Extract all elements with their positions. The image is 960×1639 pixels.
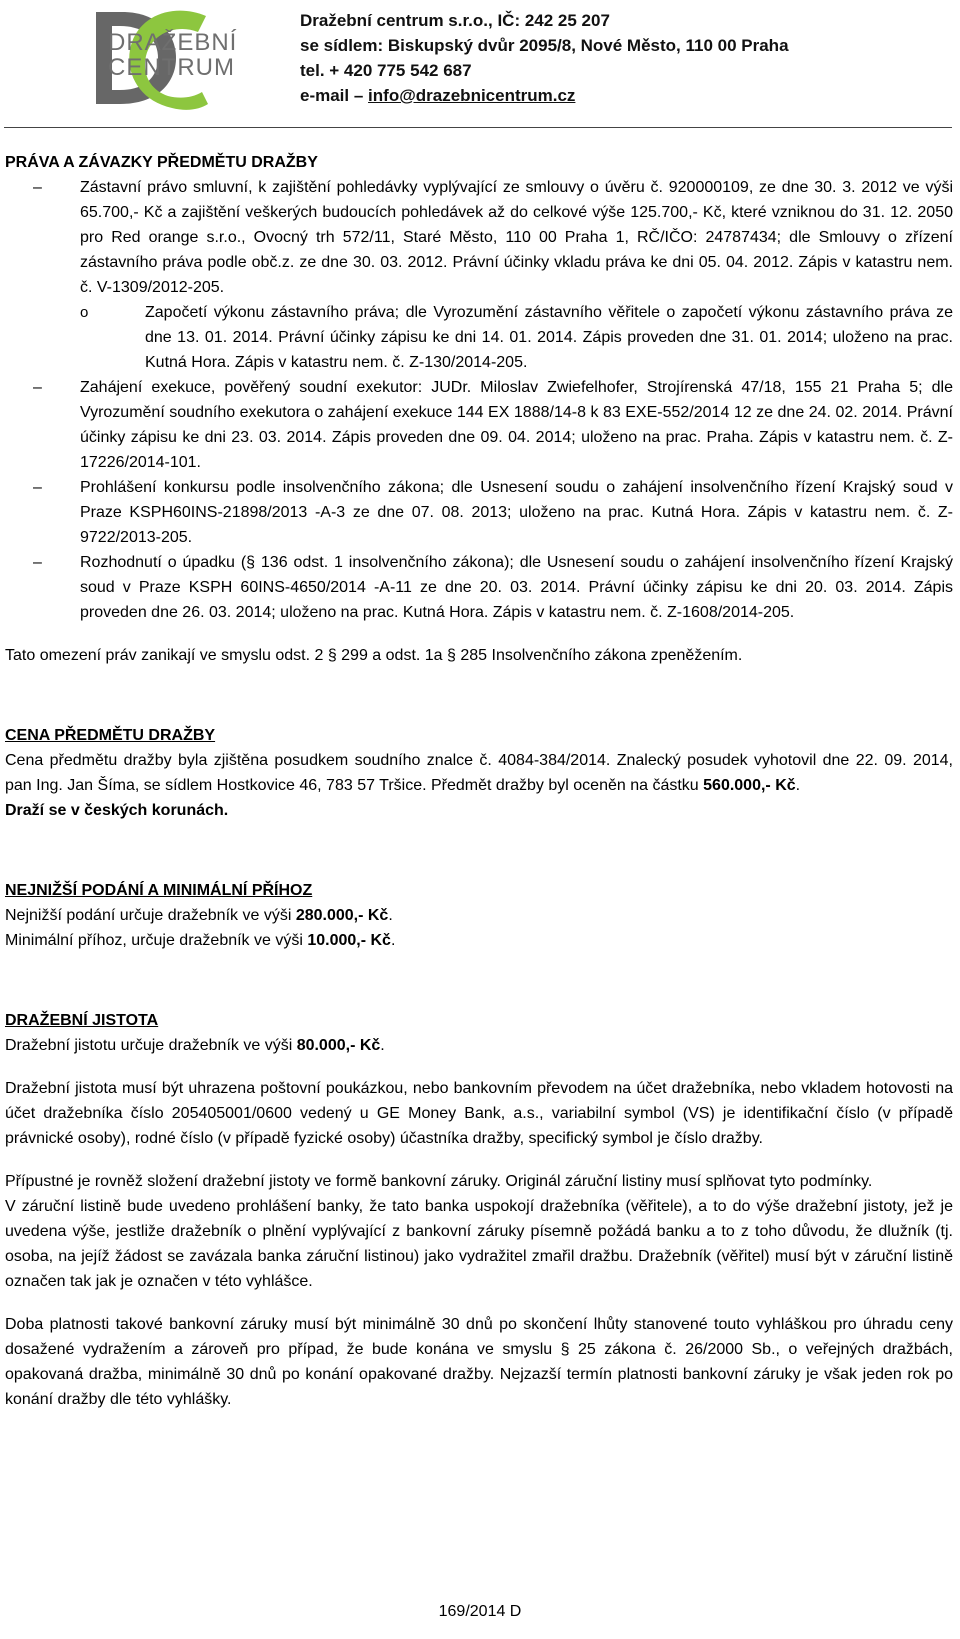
minimum-increment-amount: 10.000,- Kč [307, 932, 391, 949]
minimum-increment-line: Minimální příhoz, určuje dražebník ve výši 10.000,- Kč. [5, 932, 396, 949]
logo-wordmark [108, 30, 237, 80]
rights-list [5, 175, 953, 625]
rights-heading: PRÁVA A ZÁVAZKY PŘEDMĚTU DRAŽBY [5, 154, 318, 171]
price-heading: CENA PŘEDMĚTU DRAŽBY [5, 727, 216, 744]
deposit-paragraph-2a: Přípustné je rovněž složení dražební jistoty ve formě bankovní záruky. Originál záruční listiny musí splňovat tyto podmínky. [5, 1173, 873, 1190]
rights-closing: Tato omezení práv zanikají ve smyslu odst. 2 § 299 a odst. 1a § 285 Insolvenčního zákona zpeněžením. [5, 647, 743, 664]
deposit-paragraph-2b: V záruční listině bude uvedeno prohlášení banky, že tato banka uspokojí dražebníka (věřitele), a to do výše dražební jistoty, jež je uvedena výše, jestliže dražebník o plnění vyplývající z bankovní záruky písemně požádá banku a to z toho důvodu, že dlužník (tj. osoba, na jejíž žádost se zavázala banka záruční listinou) jako vydražitel zmařil dražbu. Dražebník (věřitel) musí být v záruční listině označen tak jak je označen v této vyhlášce. [5, 1198, 953, 1290]
header-divider [4, 127, 952, 128]
list-item: – Prohlášení konkursu podle insolvenčního zákona; dle Usnesení soudu o zahájení insolvenčního řízení Krajský soud v Praze KSPH60INS-21898/2013 -A-3 ze dne 07. 08. 2013; uloženo na prac. Kutná Hora. Zápis v katastru nem. č. Z-9722/2013-205. [5, 475, 953, 550]
page-footer-number: 169/2014 D [438, 1603, 522, 1620]
company-name: Dražební centrum s.r.o. [300, 11, 488, 30]
document-body [5, 150, 953, 1412]
currency-note: Draží se v českých korunách. [5, 802, 229, 819]
document-header [0, 0, 960, 120]
sub-list [80, 300, 953, 375]
deposit-heading: DRAŽEBNÍ JISTOTA [5, 1012, 159, 1029]
dash-bullet: – [33, 479, 42, 496]
company-tel: tel. + 420 775 542 687 [300, 61, 472, 80]
deposit-paragraph-3: Doba platnosti takové bankovní záruky musí být minimálně 30 dnů po skončení lhůty stanovené touto vyhláškou pro úhradu ceny dosažené vydražením a zároveň pro případ, že bude konána ve smyslu § 25 zákona č. 26/2000 Sb., o veřejných dražbách, opakovaná dražba, minimálně 30 dnů po konání opakované dražby. Nejzazší termín platnosti bankovní záruky je však jeden rok po konání dražby dle této vyhlášky. [5, 1316, 953, 1408]
minimum-bid-line: Nejnižší podání určuje dražebník ve výši 280.000,- Kč. [5, 907, 393, 924]
deposit-line: Dražební jistotu určuje dražebník ve výši 80.000,- Kč. [5, 1037, 385, 1054]
company-address: se sídlem: Biskupský dvůr 2095/8, Nové Město, 110 00 Praha [300, 36, 789, 55]
email-link[interactable]: info@drazebnicentrum.cz [368, 86, 576, 105]
list-item: – Rozhodnutí o úpadku (§ 136 odst. 1 insolvenčního zákona); dle Usnesení soudu o zahájení insolvenčního řízení Krajský soud v Praze KSPH 60INS-4650/2014 -A-11 ze dne 20. 03. 2014. Právní účinky zápisu ke dni 20. 03. 2014. Zápis proveden dne 26. 03. 2014; uloženo na prac. Kutná Hora. Zápis v katastru nem. č. Z-1608/2014-205. [5, 550, 953, 625]
email-label: e-mail – [300, 86, 369, 105]
price-text: Cena předmětu dražby byla zjištěna posudkem soudního znalce č. 4084-384/2014. Znalecký posudek vyhotovil dne 22. 09. 2014, pan Ing. Jan Šíma, se sídlem Hostkovice 46, 783 57 Tršice. Předmět dražby byl oceněn na částku 560.000,- Kč. [5, 752, 953, 794]
minimum-bid-amount: 280.000,- Kč [295, 907, 389, 924]
company-info [300, 8, 789, 108]
logo-line-2: CENTRUM [108, 54, 235, 81]
list-item: – Zahájení exekuce, pověřený soudní exekutor: JUDr. Miloslav Zwiefelhofer, Strojírenská 47/18, 155 21 Praha 5; dle Vyrozumění soudního exekutora o zahájení exekuce 144 EX 1888/14-8 k 83 EXE-552/2014 12 ze dne 24. 02. 2014. Právní účinky zápisu ke dni 23. 03. 2014. Zápis proveden dne 09. 04. 2014; uloženo na prac. Praha. Zápis v katastru nem. č. Z-17226/2014-101. [5, 375, 953, 475]
logo-line-1: DRAŽEBNÍ [108, 29, 238, 56]
dash-bullet: – [33, 379, 42, 396]
dash-bullet: – [33, 179, 42, 196]
dash-bullet: – [33, 554, 42, 571]
deposit-amount: 80.000,- Kč [296, 1037, 381, 1054]
price-amount: 560.000,- Kč [703, 777, 796, 794]
circle-bullet: o [80, 304, 89, 321]
list-item: – Zástavní právo smluvní, k zajištění pohledávky vyplývající ze smlouvy o úvěru č. 920000109, ze dne 30. 3. 2012 ve výši 65.700,- Kč a zajištění veškerých budoucích pohledávek až do celkové výše 125.700,- Kč, které vzniknou do 31. 12. 2050 pro Red orange s.r.o., Ovocný trh 572/11, Staré Město, 110 00 Praha 1, RČ/IČO: 24787434; dle Smlouvy o zřízení zástavního práva podle obč.z. ze dne 30. 03. 2012. Právní účinky vkladu práva ke dni 05. 04. 2012. Zápis v katastru nem. č. V-1309/2012-205. o Započetí výkonu zástavního práva; dle Vyrozumění zástavního věřitele o započetí výkonu zástavního práva ze dne 13. 01. 2014. Právní účinky zápisu ke dni 14. 01. 2014. Zápis proveden dne 31. 01. 2014; uloženo na prac. Kutná Hora. Zápis v katastru nem. č. Z-130/2014-205. [5, 175, 953, 375]
minimum-heading: NEJNIŽŠÍ PODÁNÍ A MINIMÁLNÍ PŘÍHOZ [5, 882, 313, 899]
deposit-paragraph-1: Dražební jistota musí být uhrazena poštovní poukázkou, nebo bankovním převodem na účet dražebníka, nebo vkladem hotovosti na účet dražebníka číslo 205405001/0600 vedený u GE Money Bank, a.s., variabilní symbol (VS) je identifikační číslo (v případě právnické osoby), rodné číslo (v případě fyzické osoby) účastníka dražby, specifický symbol je číslo dražby. [5, 1080, 953, 1147]
company-ico: , IČ: 242 25 207 [488, 11, 610, 30]
sub-list-item: o Započetí výkonu zástavního práva; dle Vyrozumění zástavního věřitele o započetí výkonu zástavního práva ze dne 13. 01. 2014. Právní účinky zápisu ke dni 14. 01. 2014. Zápis proveden dne 31. 01. 2014; uloženo na prac. Kutná Hora. Zápis v katastru nem. č. Z-130/2014-205. [80, 300, 953, 375]
